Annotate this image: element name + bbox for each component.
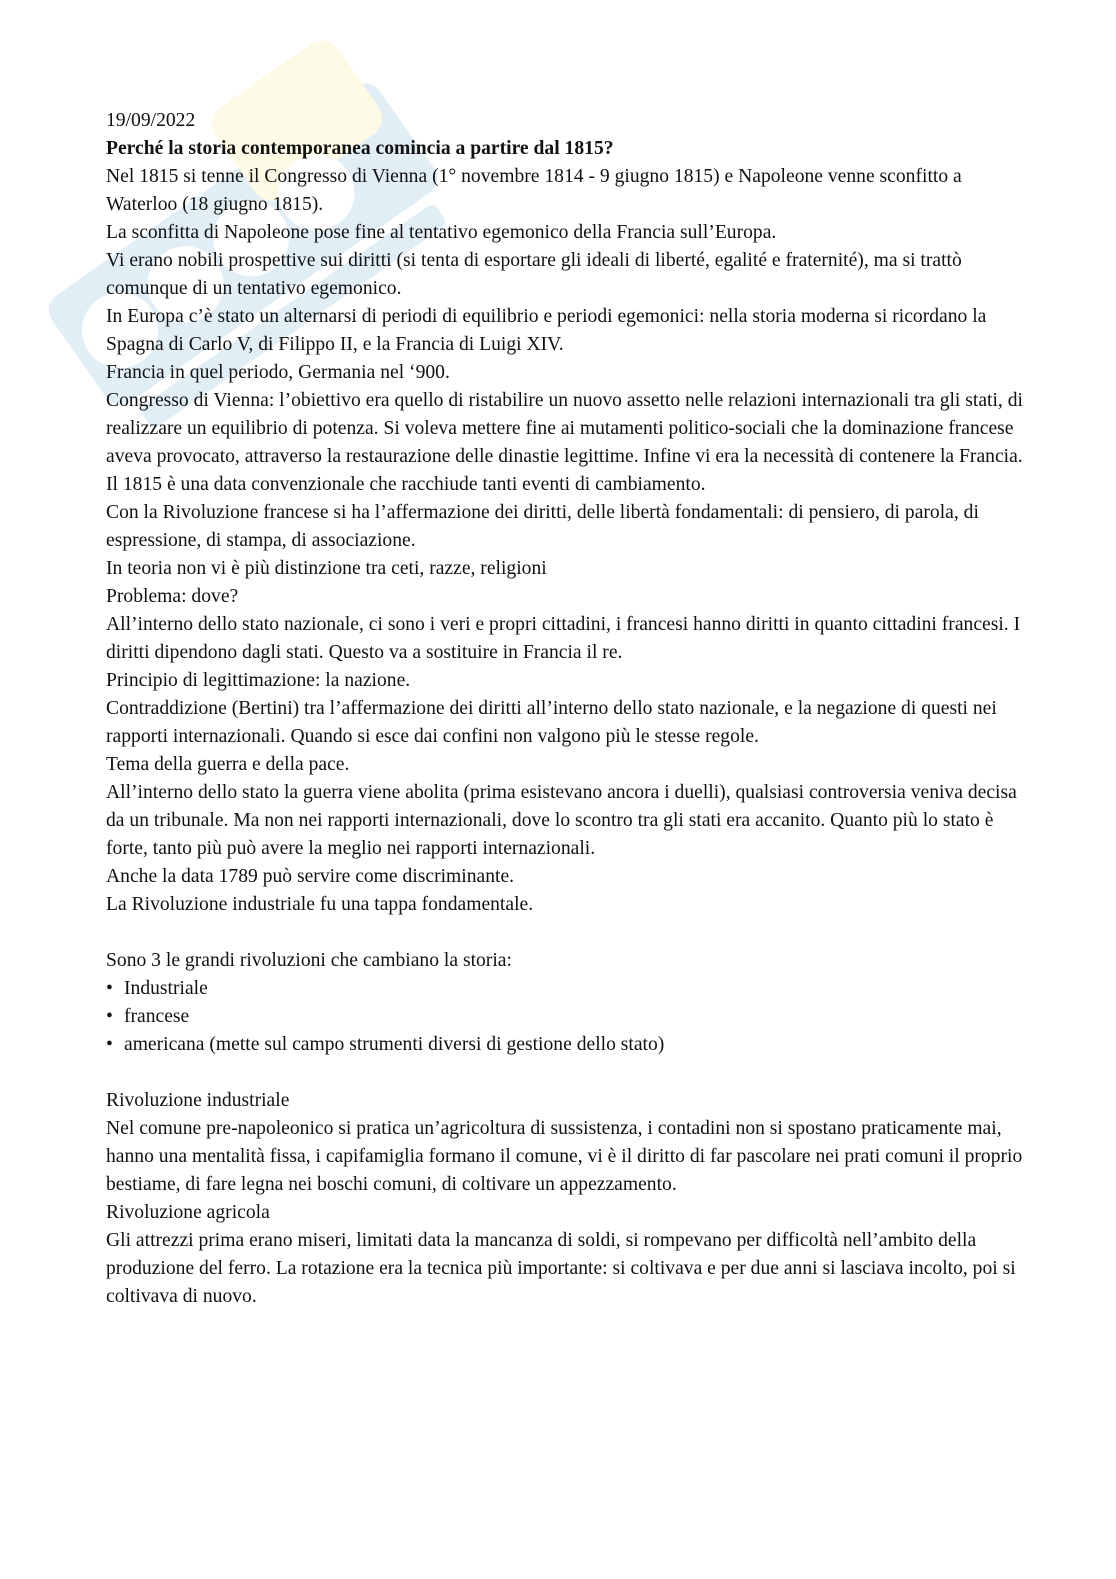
paragraph: Anche la data 1789 può servire come discriminante. [106, 866, 515, 887]
section-intro [106, 163, 1026, 919]
revolutions-list [106, 975, 1026, 1059]
section-heading: Rivoluzione agricola [106, 1202, 270, 1223]
paragraph: In teoria non vi è più distinzione tra ceti, razze, religioni [106, 558, 547, 579]
paragraph: Gli attrezzi prima erano miseri, limitati data la mancanza di soldi, si rompevano per difficoltà nell’ambito della produzione del ferro. La rotazione era la tecnica più importante: si coltivava e per due anni si lasciava incolto, poi si coltivava di nuovo. [106, 1230, 1016, 1307]
paragraph: Vi erano nobili prospettive sui diritti (si tenta di esportare gli ideali di liberté, egalité e fraternité), ma si trattò comunque di un tentativo egemonico. [106, 250, 962, 299]
list-item: • Industriale [106, 975, 1026, 1003]
blank-line [106, 1059, 1026, 1087]
list-item: • americana (mette sul campo strumenti diversi di gestione dello stato) [106, 1031, 1026, 1059]
paragraph: Congresso di Vienna: l’obiettivo era quello di ristabilire un nuovo assetto nelle relazioni internazionali tra gli stati, di realizzare un equilibrio di potenza. Si voleva mettere fine ai mutamenti politico-sociali che la dominazione francese aveva provocato, attraverso la restaurazione delle dinastie legittime. Infine vi era la necessità di contenere la Francia. [106, 390, 1023, 467]
paragraph: La sconfitta di Napoleone pose fine al tentativo egemonico della Francia sull’Europa. [106, 222, 777, 243]
revolutions-intro: Sono 3 le grandi rivoluzioni che cambiano la storia: [106, 950, 512, 971]
section-heading: Rivoluzione industriale [106, 1090, 290, 1111]
paragraph: Con la Rivoluzione francese si ha l’affermazione dei diritti, delle libertà fondamentali: di pensiero, di parola, di espressione, di stampa, di associazione. [106, 502, 979, 551]
paragraph: Nel comune pre-napoleonico si pratica un’agricoltura di sussistenza, i contadini non si spostano praticamente mai, hanno una mentalità fissa, i capifamiglia formano il comune, vi è il diritto di far pascolare nei prati comuni il proprio bestiame, di fare legna nei boschi comuni, di coltivare un appezzamento. [106, 1118, 1023, 1195]
paragraph: Principio di legittimazione: la nazione. [106, 670, 411, 691]
paragraph: All’interno dello stato la guerra viene abolita (prima esistevano ancora i duelli), qualsiasi controversia veniva decisa da un tribunale. Ma non nei rapporti internazionali, dove lo scontro tra gli stati era accanito. Quanto più lo stato è forte, tanto più può avere la meglio nei rapporti internazionali. [106, 782, 1017, 859]
paragraph: In Europa c’è stato un alternarsi di periodi di equilibrio e periodi egemonici: nella storia moderna si ricordano la Spagna di Carlo V, di Filippo II, e la Francia di Luigi XIV. [106, 306, 987, 355]
document-title: Perché la storia contemporanea comincia a partire dal 1815? [106, 138, 614, 159]
paragraph: Il 1815 è una data convenzionale che racchiude tanti eventi di cambiamento. [106, 474, 706, 495]
list-item: • francese [106, 1003, 1026, 1031]
blank-line [106, 919, 1026, 947]
paragraph: La Rivoluzione industriale fu una tappa fondamentale. [106, 894, 534, 915]
paragraph: Nel 1815 si tenne il Congresso di Vienna (1° novembre 1814 - 9 giugno 1815) e Napoleone venne sconfitto a Waterloo (18 giugno 1815). [106, 166, 962, 215]
paragraph: Francia in quel periodo, Germania nel ‘900. [106, 362, 450, 383]
section-revolutions [106, 1087, 1026, 1311]
paragraph: Problema: dove? [106, 586, 239, 607]
document-body [106, 107, 1026, 1311]
paragraph: All’interno dello stato nazionale, ci sono i veri e propri cittadini, i francesi hanno diritti in quanto cittadini francesi. I diritti dipendono dagli stati. Questo va a sostituire in Francia il re. [106, 614, 1021, 663]
paragraph: Contraddizione (Bertini) tra l’affermazione dei diritti all’interno dello stato nazionale, e la negazione di questi nei rapporti internazionali. Quando si esce dai confini non valgono più le stesse regole. [106, 698, 997, 747]
paragraph: Tema della guerra e della pace. [106, 754, 350, 775]
document-date: 19/09/2022 [106, 110, 196, 131]
